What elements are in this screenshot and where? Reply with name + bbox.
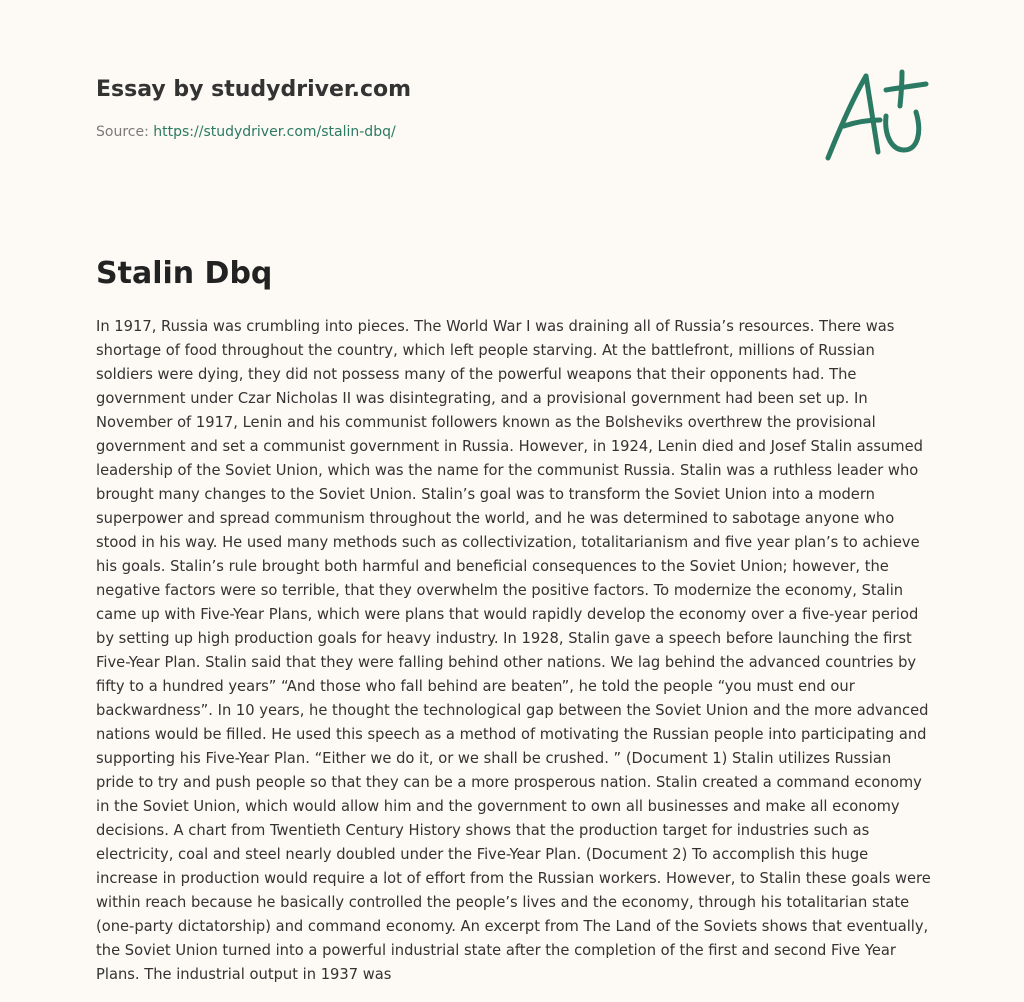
logo-swoosh: [886, 112, 919, 150]
logo-a-left-stroke: [828, 76, 866, 158]
essay-title: Stalin Dbq: [96, 256, 273, 291]
site-brand: Essay by studydriver.com: [96, 77, 412, 102]
source-label: Source:: [96, 124, 154, 140]
a-plus-logo-icon: [822, 66, 930, 164]
source-line: [96, 122, 396, 142]
logo-plus-horizontal: [886, 84, 926, 90]
essay-body: In 1917, Russia was crumbling into pieces. The World War I was draining all of Russia’s resources. There was shortage of food throughout the country, which left people starving. At the battlefront, millions of Russian soldiers were dying, they did not possess many of the powerful weapons that their opponents had. The government under Czar Nicholas II was disintegrating, and a provisional government had been set up. In November of 1917, Lenin and his communist followers known as the Bolsheviks overthrew the provisional government and set a communist government in Russia. However, in 1924, Lenin died and Josef Stalin assumed leadership of the Soviet Union, which was the name for the communist Russia. Stalin was a ruthless leader who brought many changes to the Soviet Union. Stalin’s goal was to transform the Soviet Union into a modern superpower and spread communism throughout the world, and he was determined to sabotage anyone who stood in his way. He used many methods such as collectivization, totalitarianism and five year plan’s to achieve his goals. Stalin’s rule brought both harmful and beneficial consequences to the Soviet Union; however, the negative factors were so terrible, that they overwhelm the positive factors. To modernize the economy, Stalin came up with Five-Year Plans, which were plans that would rapidly develop the economy over a five-year period by setting up high production goals for heavy industry. In 1928, Stalin gave a speech before launching the first Five-Year Plan. Stalin said that they were falling behind other nations. We lag behind the advanced countries by fifty to a hundred years” “And those who fall behind are beaten”, he told the people “you must end our backwardness”. In 10 years, he thought the technological gap between the Soviet Union and the more advanced nations would be filled. He used this speech as a method of motivating the Russian people into participating and supporting his Five-Year Plan. “Either we do it, or we shall be crushed. ” (Document 1) Stalin utilizes Russian pride to try and push people so that they can be a more prosperous nation. Stalin created a command economy in the Soviet Union, which would allow him and the government to own all businesses and make all economy decisions. A chart from Twentieth Century History shows that the production target for industries such as electricity, coal and steel nearly doubled under the Five-Year Plan. (Document 2) To accomplish this huge increase in production would require a lot of effort from the Russian workers. However, to Stalin these goals were within reach because he basically controlled the people’s lives and the economy, through his totalitarian state (one-party dictatorship) and command economy. An excerpt from The Land of the Soviets shows that eventually, the Soviet Union turned into a powerful industrial state after the completion of the first and second Five Year Plans. The industrial output in 1937 was: [96, 318, 931, 983]
source-link[interactable]: https://studydriver.com/stalin-dbq/: [153, 124, 396, 140]
logo-a-right-stroke: [866, 76, 878, 152]
